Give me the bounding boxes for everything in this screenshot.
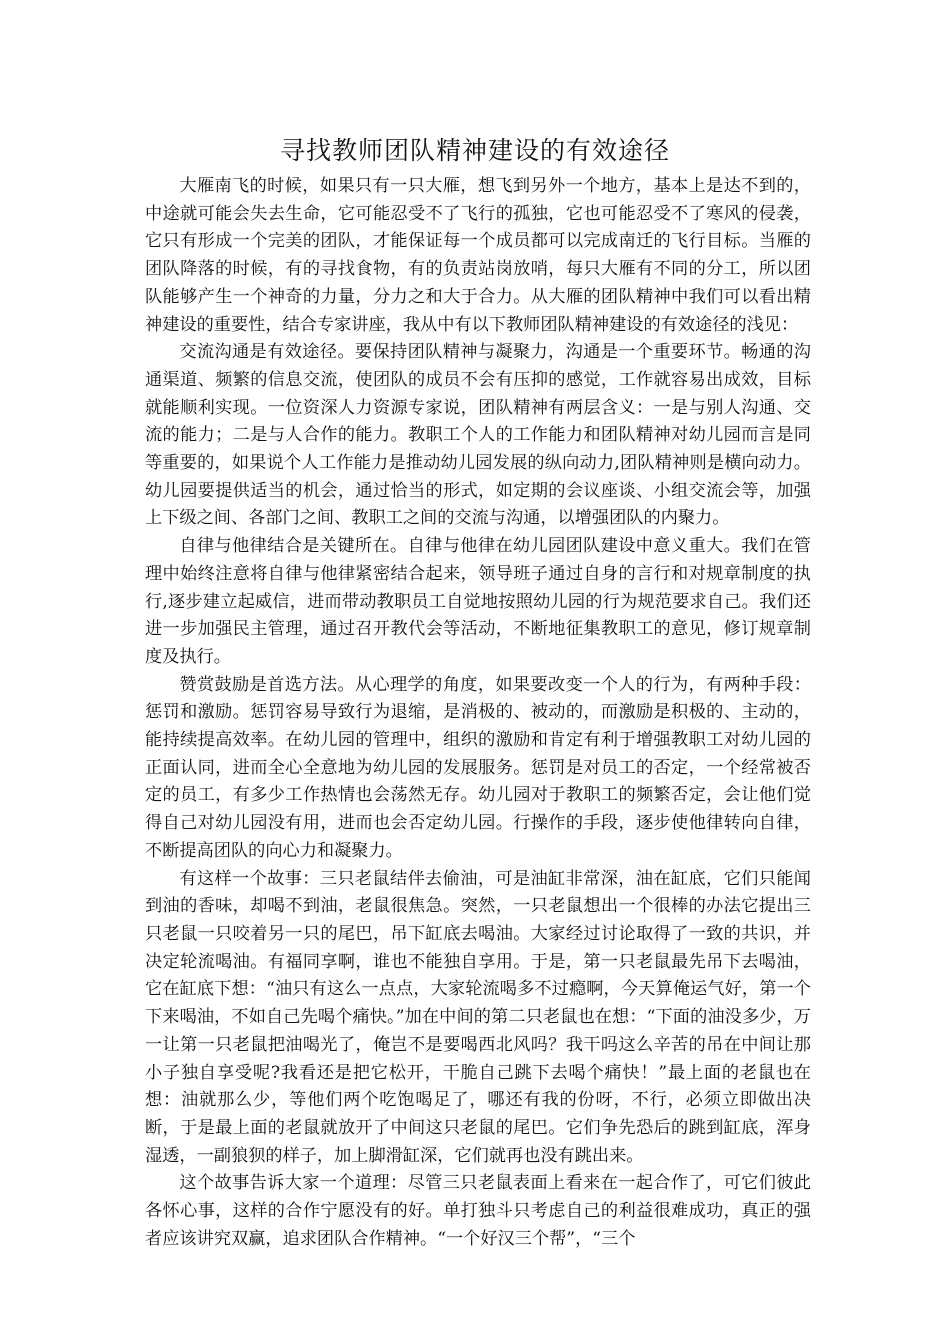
paragraph-mouse-story: 有这样一个故事：三只老鼠结伴去偷油，可是油缸非常深，油在缸底，它们只能闻到油的香味，却喝不到油，老鼠很焦急。突然，一只老鼠想出一个很棒的办法它提出三只老鼠一只咬着另一只的尾巴，吊下缸底去喝油。大家经过讨论取得了一致的共识，并决定轮流喝油。有福同享啊，谁也不能独自享用。于是，第一只老鼠最先吊下去喝油，它在缸底下想：“油只有这么一点点，大家轮流喝多不过瘾啊，今天算俺运气好，第一个下来喝油，不如自己先喝个痛快。”加在中间的第二只老鼠也在想：“下面的油没多少，万一让第一只老鼠把油喝光了，俺岂不是要喝西北风吗？我干吗这么辛苦的吊在中间让那小子独自享受呢?我看还是把它松开，干脆自己跳下去喝个痛快！”最上面的老鼠也在想：油就那么少，等他们两个吃饱喝足了，哪还有我的份呀，不行，必须立即做出决断，于是最上面的老鼠就放开了中间这只老鼠的尾巴。它们争先恐后的跳到缸底，浑身湿透，一副狼狈的样子，加上脚滑缸深，它们就再也没有跳出来。 bbox=[145, 868, 811, 1166]
paragraph-self-discipline: 自律与他律结合是关键所在。自律与他律在幼儿园团队建设中意义重大。我们在管理中始终注意将自律与他律紧密结合起来，领导班子通过自身的言行和对规章制度的执行,逐步建立起威信，进而带动教职员工自觉地按照幼儿园的行为规范要求自己。我们还进一步加强民主管理，通过召开教代会等活动，不断地征集教职工的意见，修订规章制度及执行。 bbox=[145, 536, 811, 667]
document-body bbox=[145, 173, 811, 1253]
paragraph-story-lesson: 这个故事告诉大家一个道理：尽管三只老鼠表面上看来在一起合作了，可它们彼此各怀心事，这样的合作宁愿没有的好。单打独斗只考虑自己的利益很难成功，真正的强者应该讲究双赢，追求团队合作精神。“一个好汉三个帮”，“三个 bbox=[145, 1173, 811, 1249]
document-title: 寻找教师团队精神建设的有效途径 bbox=[279, 136, 670, 165]
paragraph-encouragement: 赞赏鼓励是首选方法。从心理学的角度，如果要改变一个人的行为，有两种手段：惩罚和激励。惩罚容易导致行为退缩，是消极的、被动的，而激励是积极的、主动的，能持续提高效率。在幼儿园的管理中，组织的激励和肯定有利于增强教职工对幼儿园的正面认同，进而全心全意地为幼儿园的发展服务。惩罚是对员工的否定，一个经常被否定的员工，有多少工作热情也会荡然无存。幼儿园对于教职工的频繁否定，会让他们觉得自己对幼儿园没有用，进而也会否定幼儿园。行操作的手段，逐步使他律转向自律，不断提高团队的向心力和凝聚力。 bbox=[145, 674, 811, 861]
paragraph-wild-geese: 大雁南飞的时候，如果只有一只大雁，想飞到另外一个地方，基本上是达不到的，中途就可能会失去生命，它可能忍受不了飞行的孤独，它也可能忍受不了寒风的侵袭，它只有形成一个完美的团队，才能保证每一个成员都可以完成南迁的飞行目标。当雁的团队降落的时候，有的寻找食物，有的负责站岗放哨，每只大雁有不同的分工，所以团队能够产生一个神奇的力量，分力之和大于合力。从大雁的团队精神中我们可以看出精神建设的重要性，结合专家讲座，我从中有以下教师团队精神建设的有效途径的浅见： bbox=[145, 176, 811, 335]
paragraph-communication: 交流沟通是有效途径。要保持团队精神与凝聚力，沟通是一个重要环节。畅通的沟通渠道、频繁的信息交流，使团队的成员不会有压抑的感觉，工作就容易出成效，目标就能顺利实现。一位资深人力资源专家说，团队精神有两层含义：一是与别人沟通、交流的能力；二是与人合作的能力。教职工个人的工作能力和团队精神对幼儿园而言是同等重要的，如果说个人工作能力是推动幼儿园发展的纵向动力,团队精神则是横向动力。幼儿园要提供适当的机会，通过恰当的形式，如定期的会议座谈、小组交流会等，加强上下级之间、各部门之间、教职工之间的交流与沟通，以增强团队的内聚力。 bbox=[145, 342, 811, 529]
